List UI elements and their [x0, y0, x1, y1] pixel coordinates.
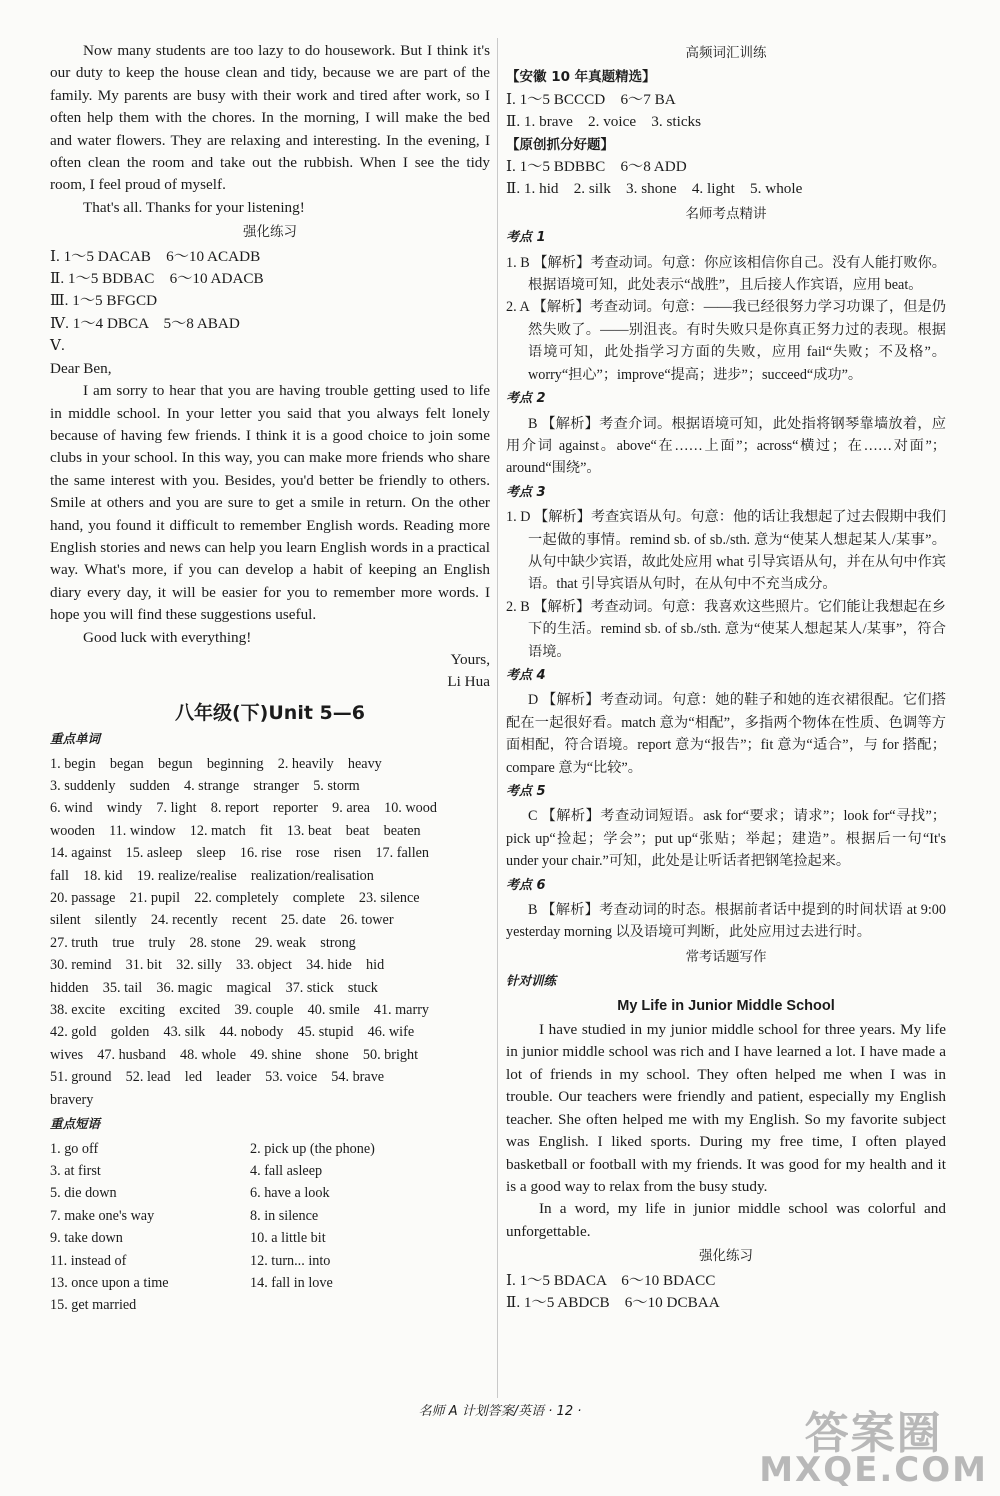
section-title: 名师考点精讲 [685, 205, 767, 222]
subsection-heading: 【安徽 10 年真题精选】 [506, 69, 656, 86]
subsection-heading: 【原创抓分好题】 [506, 136, 614, 153]
phrase-item: 13. once upon a time [50, 1274, 169, 1291]
vocab-line: bravery [50, 1091, 94, 1108]
vocab-line: 51. ground 52. lead led leader 53. voice 54. brave [50, 1069, 385, 1086]
vocab-line: 3. suddenly sudden 4. strange stranger 5. storm [50, 778, 360, 794]
vocab-line: 30. remind 31. bit 32. silly 33. object 34. hide hid [50, 957, 385, 974]
phrase-item: 11. instead of [50, 1252, 127, 1269]
answer-line: Ⅱ. 1～5 ABDCB 6～10 DCBAA [506, 1293, 720, 1311]
answer-line: Ⅱ. 1～5 BDBAC 6～10 ADACB [50, 270, 264, 288]
answer-line: Ⅰ. 1～5 BCCCD 6～7 BA [506, 90, 676, 108]
vocab-line: hidden 35. tail 36. magic magical 37. stick stuck [50, 979, 378, 996]
explanation-item: C 【解析】考查动词短语。ask for“要求；请求”；look for“寻找”；pick up“捡起；学会”；put up“张贴；举起；建造”。根据后一句“It's under your chair.”可知，此处是让听话者把钢笔捡起来。 [506, 808, 946, 870]
phrase-item: 1. go off [50, 1140, 99, 1157]
vocab-line: fall 18. kid 19. realize/realise realization/realisation [50, 867, 374, 884]
essay-paragraph: I have studied in my junior middle school for three years. My life in junior middle school was rich and I have learned a lot. I have made a lot of friends in my school. They often helped me when I was in trouble. Our teachers were friendly and patient, especially my English teacher. She often helped me with my English. So my favorite subject was English. I liked sports. During my free time, I often played basketball or football with my friends. It was good for my health and it is a good way to relax from the busy study. [506, 1021, 946, 1195]
point-label: 考点 3 [506, 484, 546, 500]
essay-paragraph: That's all. Thanks for your listening! [83, 198, 305, 216]
phrase-item: 5. die down [50, 1185, 117, 1202]
explanation-item: 1. B 【解析】考查动词。句意：你应该相信你自己。没有人能打败你。根据语境可知，此处表示“战胜”，且后接人作宾语，应用 beat。 [506, 254, 946, 294]
watermark [759, 1408, 988, 1490]
watermark-logo-text: 答案圈 [804, 1408, 943, 1459]
column-divider [497, 38, 498, 1398]
phrase-item: 14. fall in love [250, 1274, 333, 1291]
vocab-line: wives 47. husband 48. whole 49. shine shone 50. bright [50, 1046, 419, 1063]
section-title: 高频词汇训练 [685, 45, 767, 61]
section-title: 强化练习 [699, 1248, 753, 1265]
answer-line: Ⅳ. 1～4 DBCA 5～8 ABAD [50, 314, 240, 332]
section-title: 常考话题写作 [685, 948, 767, 965]
vocab-line: silent silently 24. recently recent 25. date 26. tower [50, 912, 394, 929]
training-heading: 针对训练 [506, 973, 557, 989]
phrase-item: 4. fall asleep [250, 1162, 323, 1179]
phrase-item: 3. at first [50, 1162, 101, 1179]
point-label: 考点 6 [506, 877, 546, 893]
vocab-line: 1. begin began begun beginning 2. heavily heavy [50, 755, 382, 772]
answer-line: Ⅲ. 1～5 BFGCD [50, 292, 158, 310]
answer-line: Ⅰ. 1～5 BDACA 6～10 BDACC [506, 1271, 716, 1289]
phrase-item: 9. take down [50, 1230, 123, 1247]
answer-line: Ⅴ. [50, 337, 65, 355]
explanation-item: 2. A 【解析】考查动词。句意：——我已经很努力学习功课了，但是仍然失败了。——别沮丧。有时失败只是你真正努力过的表现。根据语境可知，此处指学习方面的失败，应用 fail“失败；不及格”。worry“担心”；improve“提高；进步”；succeed“成功”。 [506, 299, 946, 383]
point-label: 考点 1 [506, 230, 546, 246]
essay-paragraph: In a word, my life in junior middle school was colorful and unforgettable. [506, 1200, 946, 1240]
vocab-list [50, 753, 490, 1112]
answer-line: Ⅰ. 1～5 BDBBC 6～8 ADD [506, 158, 687, 176]
vocab-line: 38. excite exciting excited 39. couple 40. smile 41. marry [50, 1002, 430, 1019]
explanation-item: D 【解析】考查动词。句意：她的鞋子和她的连衣裙很配。它们搭配在一起很好看。match 意为“相配”，多指两个物体在性质、色调等方面相配，符合语境。report 意为“报告”；fit 意为“适合”，与 for 搭配；compare 意为“比较”。 [506, 692, 946, 776]
vocab-line: 42. gold golden 43. silk 44. nobody 45. stupid 46. wife [50, 1024, 415, 1041]
phrase-item: 15. get married [50, 1297, 137, 1314]
left-column [50, 40, 490, 1317]
phrase-list [50, 1138, 490, 1317]
letter-yours: Yours, [450, 650, 490, 668]
point-label: 考点 2 [506, 391, 546, 407]
answer-line: Ⅱ. 1. hid 2. silk 3. shone 4. light 5. whole [506, 180, 803, 198]
right-column [506, 40, 946, 1314]
vocab-line: 27. truth true truly 28. stone 29. weak strong [50, 934, 356, 951]
letter-signature: Li Hua [447, 673, 490, 691]
answer-line: Ⅱ. 1. brave 2. voice 3. sticks [506, 113, 702, 131]
point-label: 考点 5 [506, 784, 546, 799]
phrase-item: 7. make one's way [50, 1207, 155, 1224]
phrase-item: 6. have a look [250, 1185, 330, 1202]
phrase-item: 12. turn... into [250, 1252, 331, 1269]
section-title: 强化练习 [243, 224, 297, 241]
explanation-item: B 【解析】考查介词。根据语境可知，此处指将钢琴靠墙放着，应用介词 against。above“在……上面”；across“横过；在……对面”；around“围绕”。 [506, 415, 946, 477]
explanation-item: 1. D 【解析】考查宾语从句。句意：他的话让我想起了过去假期中我们一起做的事情。remind sb. of sb./sth. 意为“使某人想起某人/某事”。从句中缺少宾语，故此处应用 what 引导宾语从句，并在从句中作宾语。that 引导宾语从句时，在从句中不充当成分。 [506, 509, 946, 593]
explanation-item: B 【解析】考查动词的时态。根据前者话中提到的时间状语 at 9:00 yesterday morning 以及语境可判断，此处应用过去进行时。 [506, 902, 946, 941]
phrase-heading: 重点短语 [50, 1116, 101, 1132]
answer-line: Ⅰ. 1～5 DACAB 6～10 ACADB [50, 247, 261, 265]
page-footer: 名师 A 计划答案/英语 · 12 · [418, 1404, 582, 1419]
phrase-item: 2. pick up (the phone) [250, 1140, 375, 1157]
vocab-line: wooden 11. window 12. match fit 13. beat beat beaten [50, 822, 421, 839]
unit-title: 八年级(下)Unit 5—6 [175, 701, 365, 724]
letter-greeting: Dear Ben, [50, 359, 112, 377]
essay-paragraph: Now many students are too lazy to do housework. But I think it's our duty to keep the house clean and tidy, because we are part of the family. My parents are busy with their work and tired after work, so I often help them with the chores. In the morning, I will make the bed and water flowers. They are relaxing and interesting. In the evening, I often clean the room and take out the rubbish. When I see the tidy room, I feel proud of myself. [50, 42, 490, 194]
vocab-heading: 重点单词 [50, 731, 101, 747]
explanation-item: 2. B 【解析】考查动词。句意：我喜欢这些照片。它们能让我想起在乡下的生活。remind sb. of sb./sth. 意为“使某人想起某人/某事”，符合语境。 [506, 598, 946, 660]
phrase-item: 8. in silence [250, 1207, 319, 1224]
essay-title: My Life in Junior Middle School [617, 997, 835, 1014]
vocab-line: 14. against 15. asleep sleep 16. rise rose risen 17. fallen [50, 845, 430, 862]
letter-closing: Good luck with everything! [83, 628, 252, 646]
vocab-line: 6. wind windy 7. light 8. report reporter 9. area 10. wood [50, 800, 437, 817]
letter-body: I am sorry to hear that you are having trouble getting used to life in middle school. In your letter you said that you always felt lonely because of having few friends. I think it is a good choice to join some clubs in your school. In this way, you can make more friends who share the same interest with you. Besides, you'd better be friendly to others. Smile at others and you are sure to get a smile in return. On the other hand, you found it difficult to remember English words. Reading more English stories and news can help you learn English words in a practical way. What's more, if you can develop a habit of keeping an English diary every day, it will be easier for you to remember more words. I hope you will find these suggestions useful. [50, 382, 490, 624]
vocab-line: 20. passage 21. pupil 22. completely complete 23. silence [50, 890, 420, 907]
watermark-url: MXQE.COM [759, 1450, 988, 1490]
phrase-item: 10. a little bit [250, 1230, 326, 1247]
point-label: 考点 4 [506, 667, 546, 683]
